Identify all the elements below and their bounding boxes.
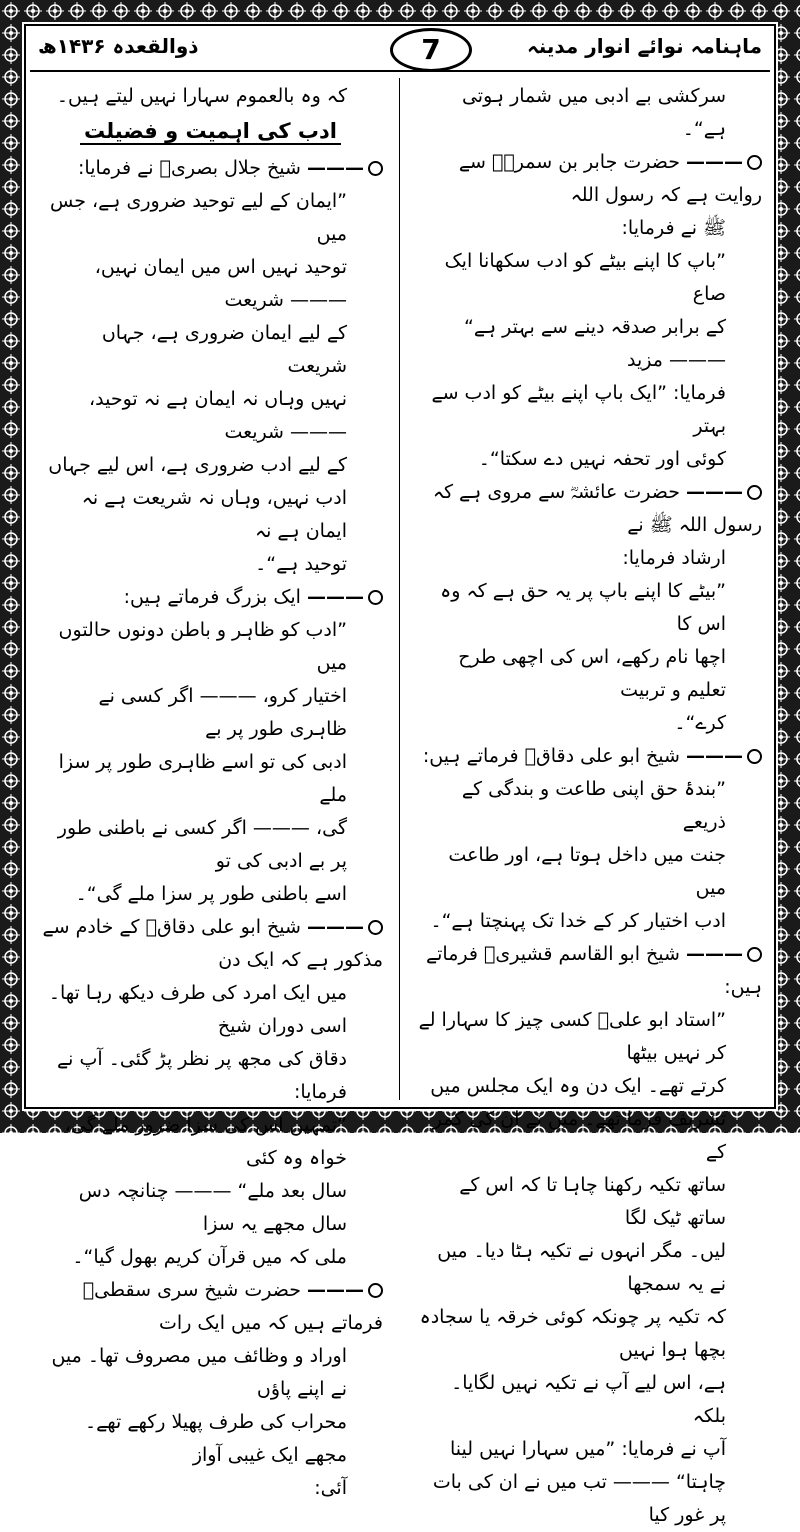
quote-line: کرتے تھے۔ ایک دن وہ ایک مجلس میں <box>430 1075 726 1097</box>
quote-line: چاہتا“ ——— تب میں نے ان کی بات پر غور کیا <box>432 1471 726 1526</box>
bulleted-paragraph <box>417 146 762 212</box>
bulleted-paragraph <box>38 1274 383 1340</box>
quote-line: جنت میں داخل ہوتا ہے، اور طاعت میں <box>448 844 726 899</box>
quote-line: ”تمہیں اس کی سزا ضرور ملے گی، خواہ وہ کئی <box>64 1114 347 1169</box>
bulleted-paragraph <box>417 476 762 542</box>
text-line: دقاق کی مجھ پر نظر پڑ گئی۔ آپ نے فرمایا: <box>57 1048 347 1103</box>
dash: ——— <box>307 157 364 179</box>
right-column <box>417 80 762 1526</box>
bullet-icon <box>747 485 762 500</box>
quote-line: تشریف فرما تھے۔ میں نے ان کی کمر کے <box>432 1108 726 1163</box>
text-line: شیخ ابو علی دقاقؒ کے خادم سے مذکور ہے کہ ایک دن <box>42 916 383 971</box>
quote-line: گی، ——— اگر کسی نے باطنی طور پر بے ادبی کی تو <box>57 817 347 872</box>
quote-line: ”ایمان کے لیے توحید ضروری ہے، جس میں <box>50 190 347 245</box>
quote-line: کرے“۔ <box>674 712 726 734</box>
quote-line: فرمایا: ”ایک باپ اپنے بیٹے کو ادب سے بہتر <box>431 382 726 437</box>
column-divider <box>399 78 400 1100</box>
text-line: ایک بزرگ فرماتے ہیں: <box>123 586 301 608</box>
bullet-icon <box>747 155 762 170</box>
dash: ——— <box>307 1279 364 1301</box>
bulleted-paragraph <box>38 581 383 614</box>
quote-line: توحید ہے“۔ <box>255 553 347 575</box>
bulleted-paragraph <box>38 152 383 185</box>
section-heading-text: ادب کی اہمیت و فضیلت <box>80 119 341 145</box>
bullet-icon <box>747 947 762 962</box>
text-line: شیخ جلال بصریؒ نے فرمایا: <box>78 157 301 179</box>
dash: ——— <box>686 481 743 503</box>
text-line: محراب کی طرف پھیلا رکھے تھے۔ مجھے ایک غیبی آواز <box>84 1411 347 1466</box>
page-number: 7 <box>390 28 472 72</box>
quote-line: ادب نہیں، وہاں نہ شریعت ہے نہ ایمان ہے نہ <box>81 487 347 542</box>
quote-line: ”باپ کا اپنے بیٹے کو ادب سکھانا ایک صاع <box>444 250 726 305</box>
quote-line: کے لیے ادب ضروری ہے، اس لیے جہاں <box>48 454 347 476</box>
text-line: آئی: <box>314 1477 347 1499</box>
dash: ——— <box>307 586 364 608</box>
section-heading <box>38 115 383 148</box>
bulleted-paragraph <box>38 911 383 977</box>
text-line: شیخ ابو علی دقاقؒ فرماتے ہیں: <box>422 745 680 767</box>
quote-line: کے لیے ایمان ضروری ہے، جہاں شریعت <box>101 322 347 377</box>
bullet-icon <box>368 590 383 605</box>
quote-line: سال بعد ملے“ ——— چنانچہ دس سال مجھے یہ سزا <box>78 1180 347 1235</box>
quote-line: ”بیٹے کا اپنے باپ پر یہ حق ہے کہ وہ اس کا <box>440 580 726 635</box>
bullet-icon <box>368 920 383 935</box>
dash: ——— <box>686 943 743 965</box>
text-line: شیخ ابو القاسم قشیریؒ فرماتے ہیں: <box>425 943 762 998</box>
quote-line: ساتھ تکیہ رکھنا چاہا تا کہ اس کے ساتھ ٹیک لگا <box>459 1174 726 1229</box>
text-line: ارشاد فرمایا: <box>622 547 726 569</box>
quote-line: اچھا نام رکھے، اس کی اچھی طرح تعلیم و تربیت <box>458 646 726 701</box>
quote-line: ”استاد ابو علیؒ کسی چیز کا سہارا لے کر نہیں بیٹھا <box>418 1009 726 1064</box>
quote-line: ادب اختیار کر کے خدا تک پہنچتا ہے“۔ <box>430 910 726 932</box>
quote-line: اسے باطنی طور پر سزا ملے گی“۔ <box>75 883 347 905</box>
issue-date: ذوالقعدہ ۱۴۳۶ھ <box>38 34 199 58</box>
magazine-title: ماہنامہ نوائے انوار مدینہ <box>526 34 762 58</box>
bulleted-paragraph <box>417 740 762 773</box>
quote-line: کہ تکیہ پر چونکہ کوئی خرقہ یا سجادہ بچھا ہوا نہیں <box>419 1306 726 1361</box>
dash: ——— <box>686 151 743 173</box>
quote-line: ہے، اس لیے آپ نے تکیہ نہیں لگایا۔ بلکہ <box>451 1372 726 1427</box>
bulleted-paragraph <box>417 938 762 1004</box>
bullet-icon <box>747 749 762 764</box>
quote-line: کے برابر صدقہ دینے سے بہتر ہے“ ——— مزید <box>464 316 726 371</box>
quote-line: آپ نے فرمایا: ”میں سہارا نہیں لینا <box>449 1438 726 1460</box>
quote-line: ادبی کی تو اسے ظاہری طور پر سزا ملے <box>58 751 347 806</box>
quote-line: کوئی اور تحفہ نہیں دے سکتا“۔ <box>478 448 726 470</box>
quote-line: توحید نہیں اس میں ایمان نہیں، ——— شریعت <box>94 256 347 311</box>
text-line: حضرت شیخ سری سقطیؒ فرماتے ہیں کہ میں ایک رات <box>82 1279 383 1334</box>
text-line: ﷺ نے فرمایا: <box>621 217 726 239</box>
bullet-icon <box>368 161 383 176</box>
text-line: حضرت عائشہؓ سے مروی ہے کہ رسول اللہ ﷺ نے <box>432 481 762 536</box>
quote-line: نہیں وہاں نہ ایمان ہے نہ توحید، ——— شریعت <box>89 388 347 443</box>
text-line: حضرت جابر بن سمرہؓ سے روایت ہے کہ رسول اللہ <box>458 151 762 206</box>
quote-line: ”ادب کو ظاہر و باطن دونوں حالتوں میں <box>58 619 347 674</box>
text-line: میں ایک امرد کی طرف دیکھ رہا تھا۔ اسی دوران شیخ <box>48 982 347 1037</box>
text-line: سرکشی بے ادبی میں شمار ہوتی ہے“۔ <box>461 85 726 140</box>
text-line: کہ وہ بالعموم سہارا نہیں لیتے ہیں۔ <box>56 85 347 107</box>
left-column <box>38 80 383 1499</box>
quote-line: ”بندۂ حق اپنی طاعت و بندگی کے ذریعے <box>461 778 726 833</box>
page-header <box>30 28 770 72</box>
dash: ——— <box>307 916 364 938</box>
bullet-icon <box>368 1283 383 1298</box>
quote-line: ملی کہ میں قرآن کریم بھول گیا“۔ <box>72 1246 347 1268</box>
quote-line: اختیار کرو، ——— اگر کسی نے ظاہری طور پر بے <box>98 685 347 740</box>
dash: ——— <box>686 745 743 767</box>
quote-line: لیں۔ مگر انہوں نے تکیہ ہٹا دیا۔ میں نے یہ سمجھا <box>437 1240 726 1295</box>
text-line: اوراد و وظائف میں مصروف تھا۔ میں نے اپنے پاؤں <box>51 1345 347 1400</box>
